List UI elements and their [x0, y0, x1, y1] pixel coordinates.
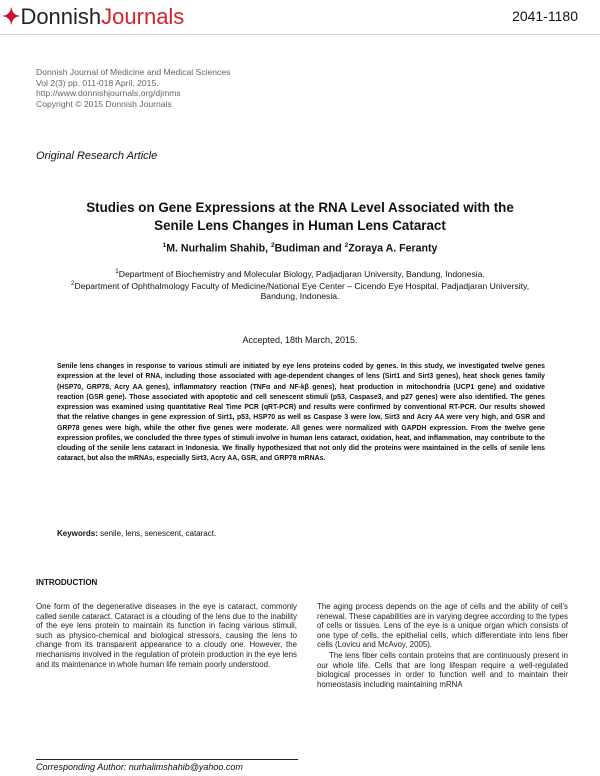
accepted-date: Accepted, 18th March, 2015. [242, 335, 358, 345]
affiliation-2 [20, 279, 580, 302]
footnote-divider [36, 759, 298, 760]
intro-column-right [317, 602, 568, 689]
section-heading-introduction: INTRODUCTION [36, 578, 98, 587]
issn-number: 2041-1180 [512, 8, 578, 24]
affiliation-1-text: Department of Biochemistry and Molecular Biology, Padjadjaran University, Bandung, Indonesia. [118, 268, 485, 279]
journal-logo [2, 4, 184, 30]
journal-name: Donnish Journal of Medicine and Medical Sciences [36, 67, 231, 77]
affiliation-2-text-line-1: Department of Ophthalmology Faculty of Medicine/National Eye Center – Cicendo Eye Hospital, Padjadjaran University, [74, 280, 530, 291]
paper-title [30, 199, 570, 235]
logo-text-donnish: Donnish [20, 4, 102, 29]
paper-title-line-1: Studies on Gene Expressions at the RNA Level Associated with the [86, 200, 514, 215]
authors [0, 242, 600, 255]
corresponding-author-footnote: Corresponding Author: nurhalimshahib@yahoo.com [36, 762, 243, 772]
intro-right-paragraph-1: The aging process depends on the age of cells and the ability of cell's renewal. These capabilities are in varying degree according to the types of cells or tissues. Lens of the eye is a unique organ which consists of one type of cells, the epithelial cells, which differentiate into lens fiber cells (Lovicu and McAvoy, 2005). [317, 602, 568, 650]
author-3: Zoraya A. Feranty [348, 242, 438, 255]
affiliation-2-number: 2 [70, 280, 75, 287]
keywords [57, 529, 216, 538]
header-divider [0, 34, 600, 35]
logo-mark-icon: ✦ [2, 4, 21, 29]
journal-info [36, 67, 230, 109]
journal-volume: Vol 2(3) pp. 011-018 April, 2015. [36, 77, 159, 88]
affiliation-1 [20, 267, 580, 279]
journal-copyright: Copyright © 2015 Donnish Journals [36, 98, 172, 109]
intro-column-left: One form of the degenerative diseases in the eye is cataract, commonly called senile cataract. Cataract is a clouding of the lens due to the inability of the eye lens protein to maintain its function in facing various stimuli, such as physico-chemical and biological stressors, causing the lens to change from its transparent appearance to a cloudy one. However, the mechanisms involved in the regulation of protein production in the eye lens and its maintenance in whole human life remain poorly understood. [36, 602, 297, 669]
keywords-label: Keywords: [57, 529, 98, 538]
paper-title-line-2: Senile Lens Changes in Human Lens Cataract [154, 218, 446, 233]
article-type: Original Research Article [36, 150, 158, 162]
author-3-affiliation: 2 [344, 242, 349, 249]
affiliation-2-text-line-2: Bandung, Indonesia. [260, 291, 340, 302]
author-2-affiliation: 2 [271, 242, 275, 249]
intro-right-paragraph-2: The lens fiber cells contain proteins that are continuously present in our whole life. Cells that are long lifespan require a well-regulated biological processes in order to function well and to maintain their homeostasis including maintaining mRNA [317, 650, 568, 689]
keywords-value: senile, lens, senescent, cataract. [97, 529, 217, 538]
author-1: M. Nurhalim Shahib, [166, 242, 271, 255]
affiliation-1-number: 1 [115, 268, 119, 275]
logo-text-journals: Journals [101, 4, 185, 29]
author-2: Budiman and [274, 242, 345, 255]
abstract: Senile lens changes in response to various stimuli are initiated by eye lens proteins coded by genes. In this study, we investigated twelve genes expression at the level of RNA, including those associated with age-dependent changes of lens (Sirt1 and Sirt3 genes), heat shock genes family (HSP70, GRP78, Acry AA genes), inflammatory reaction (TNFα and NF-kβ genes), heat production in mitochondria (UCP1 gene) and oxidative reaction (GSR gene). Those associated with apoptotic and cell senescent stimuli (p53, Caspase3, and p27 genes) were also identified. The genes expression was examined using quantitative Real Time PCR (qRT-PCR) and results were confirmed by conventional RT-PCR. Our results showed that the relative changes in gene expression of Sirt1, p53, HSP70 as well as Caspase 3 were low, Sirt3 and Acry AA were very high, and GSR and GRP78 genes were high, while the other five genes were moderate. All genes were normalized with GAPDH expression. From the twelve gene expression profiles, we concluded the three types of stimuli involve in human lens cataract, oxidation, heat, and inflammation, may contribute to the clouding of the senile lens cataract in Indonesia. We finally hypothesized that not only did the proteins were maintained in the cells of senile lens cataract, but also the mRNAs, especially Sirt3, Acry AA, GSR, and GRP78 mRNAs. [57, 363, 545, 463]
journal-url[interactable]: http://www.donnishjournals.org/djmms [36, 88, 181, 98]
author-1-affiliation: 1 [162, 242, 167, 249]
